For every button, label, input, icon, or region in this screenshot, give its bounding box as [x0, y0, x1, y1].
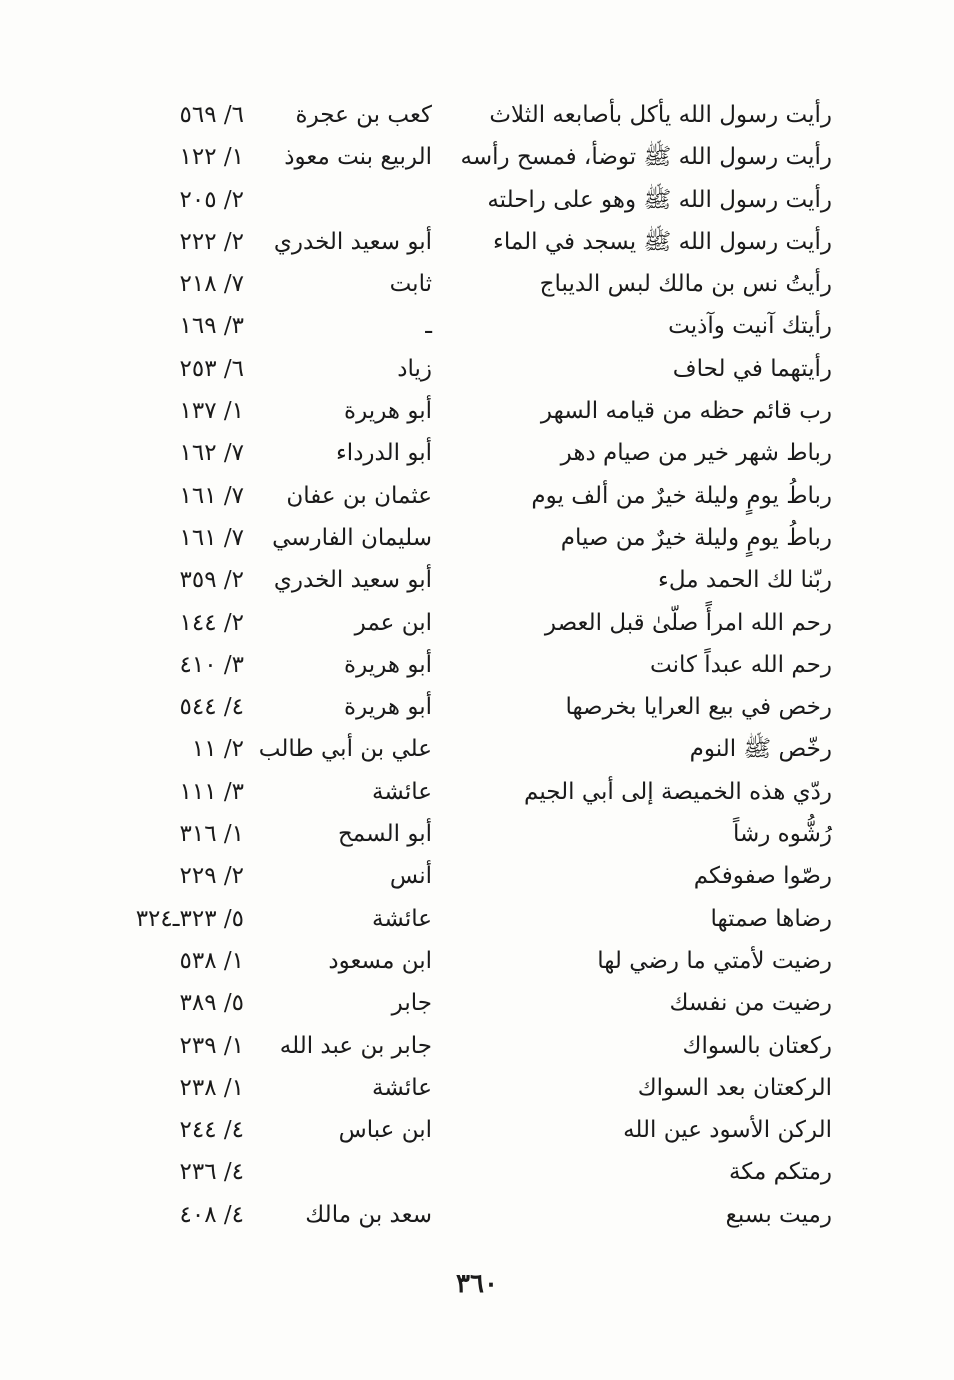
table-row — [0, 475, 954, 517]
hadith-text: رخّص ﷺ النوم — [689, 736, 832, 763]
table-row — [0, 898, 954, 940]
volume-page-reference: ٧/ ١٦١ — [179, 482, 244, 509]
table-row — [0, 940, 954, 982]
hadith-text: ربّنا لك الحمد ملء — [658, 567, 832, 594]
hadith-text: رضاها صمتها — [710, 905, 832, 932]
hadith-text: رباطُ يومٍ وليلة خيرٌ من صيام — [560, 524, 832, 551]
table-row — [0, 263, 954, 305]
hadith-text: رأيت رسول الله ﷺ يسجد في الماء — [493, 228, 832, 255]
volume-page-reference: ٢/ ٢٢٢ — [179, 228, 244, 255]
narrator-name: ابن عمر — [354, 609, 432, 636]
volume-page-reference: ٢/ ٢٠٥ — [179, 186, 244, 213]
narrator-name: زياد — [397, 355, 432, 382]
volume-page-reference: ٤/ ٢٣٦ — [179, 1159, 244, 1186]
table-row — [0, 390, 954, 432]
table-row — [0, 1025, 954, 1067]
volume-page-reference: ٢/ ٢٢٩ — [179, 863, 244, 890]
table-row — [0, 305, 954, 347]
table-row — [0, 1194, 954, 1236]
narrator-name: سليمان الفارسي — [272, 524, 432, 551]
hadith-text: رباط شهر خير من صيام دهر — [560, 440, 832, 467]
volume-page-reference: ١/ ٣١٦ — [179, 821, 244, 848]
narrator-name: أبو سعيد الخدري — [273, 228, 432, 255]
hadith-text: رأيت رسول الله ﷺ توضأ، فمسح رأسه — [460, 144, 832, 171]
narrator-name: علي بن أبي طالب — [258, 736, 432, 763]
table-row — [0, 1067, 954, 1109]
volume-page-reference: ١/ ٢٣٩ — [179, 1032, 244, 1059]
table-row — [0, 94, 954, 136]
volume-page-reference: ٧/ ١٦٢ — [179, 440, 244, 467]
hadith-text: رب قائم حظه من قيامه السهر — [540, 398, 832, 425]
volume-page-reference: ٦/ ٢٥٣ — [179, 355, 244, 382]
table-row — [0, 771, 954, 813]
hadith-text: الركعتان بعد السواك — [637, 1074, 832, 1101]
table-row — [0, 813, 954, 855]
hadith-text: رأيتهما في لحاف — [672, 355, 832, 382]
hadith-text: رحم الله عبداً كانت — [650, 651, 832, 678]
narrator-name: عثمان بن عفان — [286, 482, 432, 509]
narrator-name: أبو هريرة — [344, 398, 432, 425]
volume-page-reference: ١/ ١٢٢ — [179, 144, 244, 171]
narrator-name: سعد بن مالك — [305, 1201, 432, 1228]
hadith-text: رباطُ يومٍ وليلة خيرٌ من ألف يوم — [531, 482, 832, 509]
narrator-name: كعب بن عجرة — [295, 102, 432, 128]
narrator-name: أبو هريرة — [344, 694, 432, 721]
table-row — [0, 1151, 954, 1193]
narrator-name: جابر — [391, 990, 432, 1017]
table-row — [0, 1109, 954, 1151]
volume-page-reference: ٤/ ٢٤٤ — [179, 1117, 244, 1144]
narrator-name: ابن عباس — [338, 1117, 432, 1144]
hadith-text: رأيت رسول الله يأكل بأصابعه الثلاث — [489, 102, 832, 128]
narrator-name: أبو سعيد الخدري — [273, 567, 432, 594]
table-row — [0, 982, 954, 1024]
hadith-text: رأيتُ نس بن مالك لبس الديباج — [539, 271, 832, 298]
narrator-name: أبو الدرداء — [335, 440, 432, 467]
hadith-text: ردّي هذه الخميصة إلى أبي الجيم — [524, 778, 832, 805]
hadith-text: رميت بسبع — [725, 1201, 832, 1228]
volume-page-reference: ٥/ ٣٢٣ـ٣٢٤ — [135, 905, 244, 932]
narrator-name: ثابت — [389, 271, 432, 298]
hadith-text: رضيت من نفسك — [669, 990, 832, 1017]
narrator-name: أنس — [389, 863, 432, 890]
table-row — [0, 644, 954, 686]
hadith-text: رمتكم مكة — [728, 1159, 832, 1186]
volume-page-reference: ٢/ ١١ — [191, 736, 244, 763]
table-row — [0, 728, 954, 770]
volume-page-reference: ١/ ٥٣٨ — [179, 947, 244, 974]
hadith-text: رُشُّوه رشاً — [732, 821, 832, 848]
volume-page-reference: ٧/ ١٦١ — [179, 524, 244, 551]
table-row — [0, 432, 954, 474]
table-row — [0, 517, 954, 559]
narrator-name: أبو السمح — [337, 821, 432, 848]
volume-page-reference: ٣/ ١٦٩ — [179, 313, 244, 340]
hadith-text: رضيت لأمتي ما رضي لها — [597, 947, 832, 974]
table-row — [0, 136, 954, 178]
volume-page-reference: ٢/ ٣٥٩ — [179, 567, 244, 594]
table-row — [0, 348, 954, 390]
table-row — [0, 855, 954, 897]
hadith-text: رخص في بيع العرايا بخرصها — [565, 694, 832, 721]
index-table — [0, 94, 954, 1236]
hadith-text: رحم الله امرأً صلّىٰ قبل العصر — [544, 609, 832, 636]
hadith-text: رأيت رسول الله ﷺ وهو على راحلته — [487, 186, 832, 213]
volume-page-reference: ١/ ١٣٧ — [179, 398, 244, 425]
hadith-text: الركن الأسود عين الله — [623, 1117, 832, 1144]
narrator-name: جابر بن عبد الله — [279, 1032, 432, 1059]
narrator-name: عائشة — [372, 778, 432, 805]
volume-page-reference: ٢/ ١٤٤ — [179, 609, 244, 636]
volume-page-reference: ١/ ٢٣٨ — [179, 1074, 244, 1101]
volume-page-reference: ٤/ ٤٠٨ — [179, 1201, 244, 1228]
volume-page-reference: ٣/ ١١١ — [179, 778, 244, 805]
table-row — [0, 686, 954, 728]
volume-page-reference: ٦/ ٥٦٩ — [179, 102, 244, 128]
narrator-name: الربيع بنت معوذ — [284, 144, 432, 171]
table-row — [0, 602, 954, 644]
volume-page-reference: ٤/ ٥٤٤ — [179, 694, 244, 721]
narrator-name: ابن مسعود — [328, 947, 432, 974]
narrator-name: عائشة — [372, 1074, 432, 1101]
narrator-name: عائشة — [372, 905, 432, 932]
narrator-name: ـ — [425, 313, 432, 340]
volume-page-reference: ٥/ ٣٨٩ — [179, 990, 244, 1017]
narrator-name: أبو هريرة — [344, 651, 432, 678]
volume-page-reference: ٧/ ٢١٨ — [179, 271, 244, 298]
table-row — [0, 221, 954, 263]
hadith-text: ركعتان بالسواك — [682, 1032, 832, 1059]
page-number: ٣٦٠ — [456, 1269, 498, 1299]
table-row — [0, 559, 954, 601]
hadith-text: رأيتك آنيت وآذيت — [668, 313, 832, 340]
volume-page-reference: ٣/ ٤١٠ — [179, 651, 244, 678]
table-row — [0, 179, 954, 221]
hadith-text: رصّوا صفوفكم — [693, 863, 832, 890]
